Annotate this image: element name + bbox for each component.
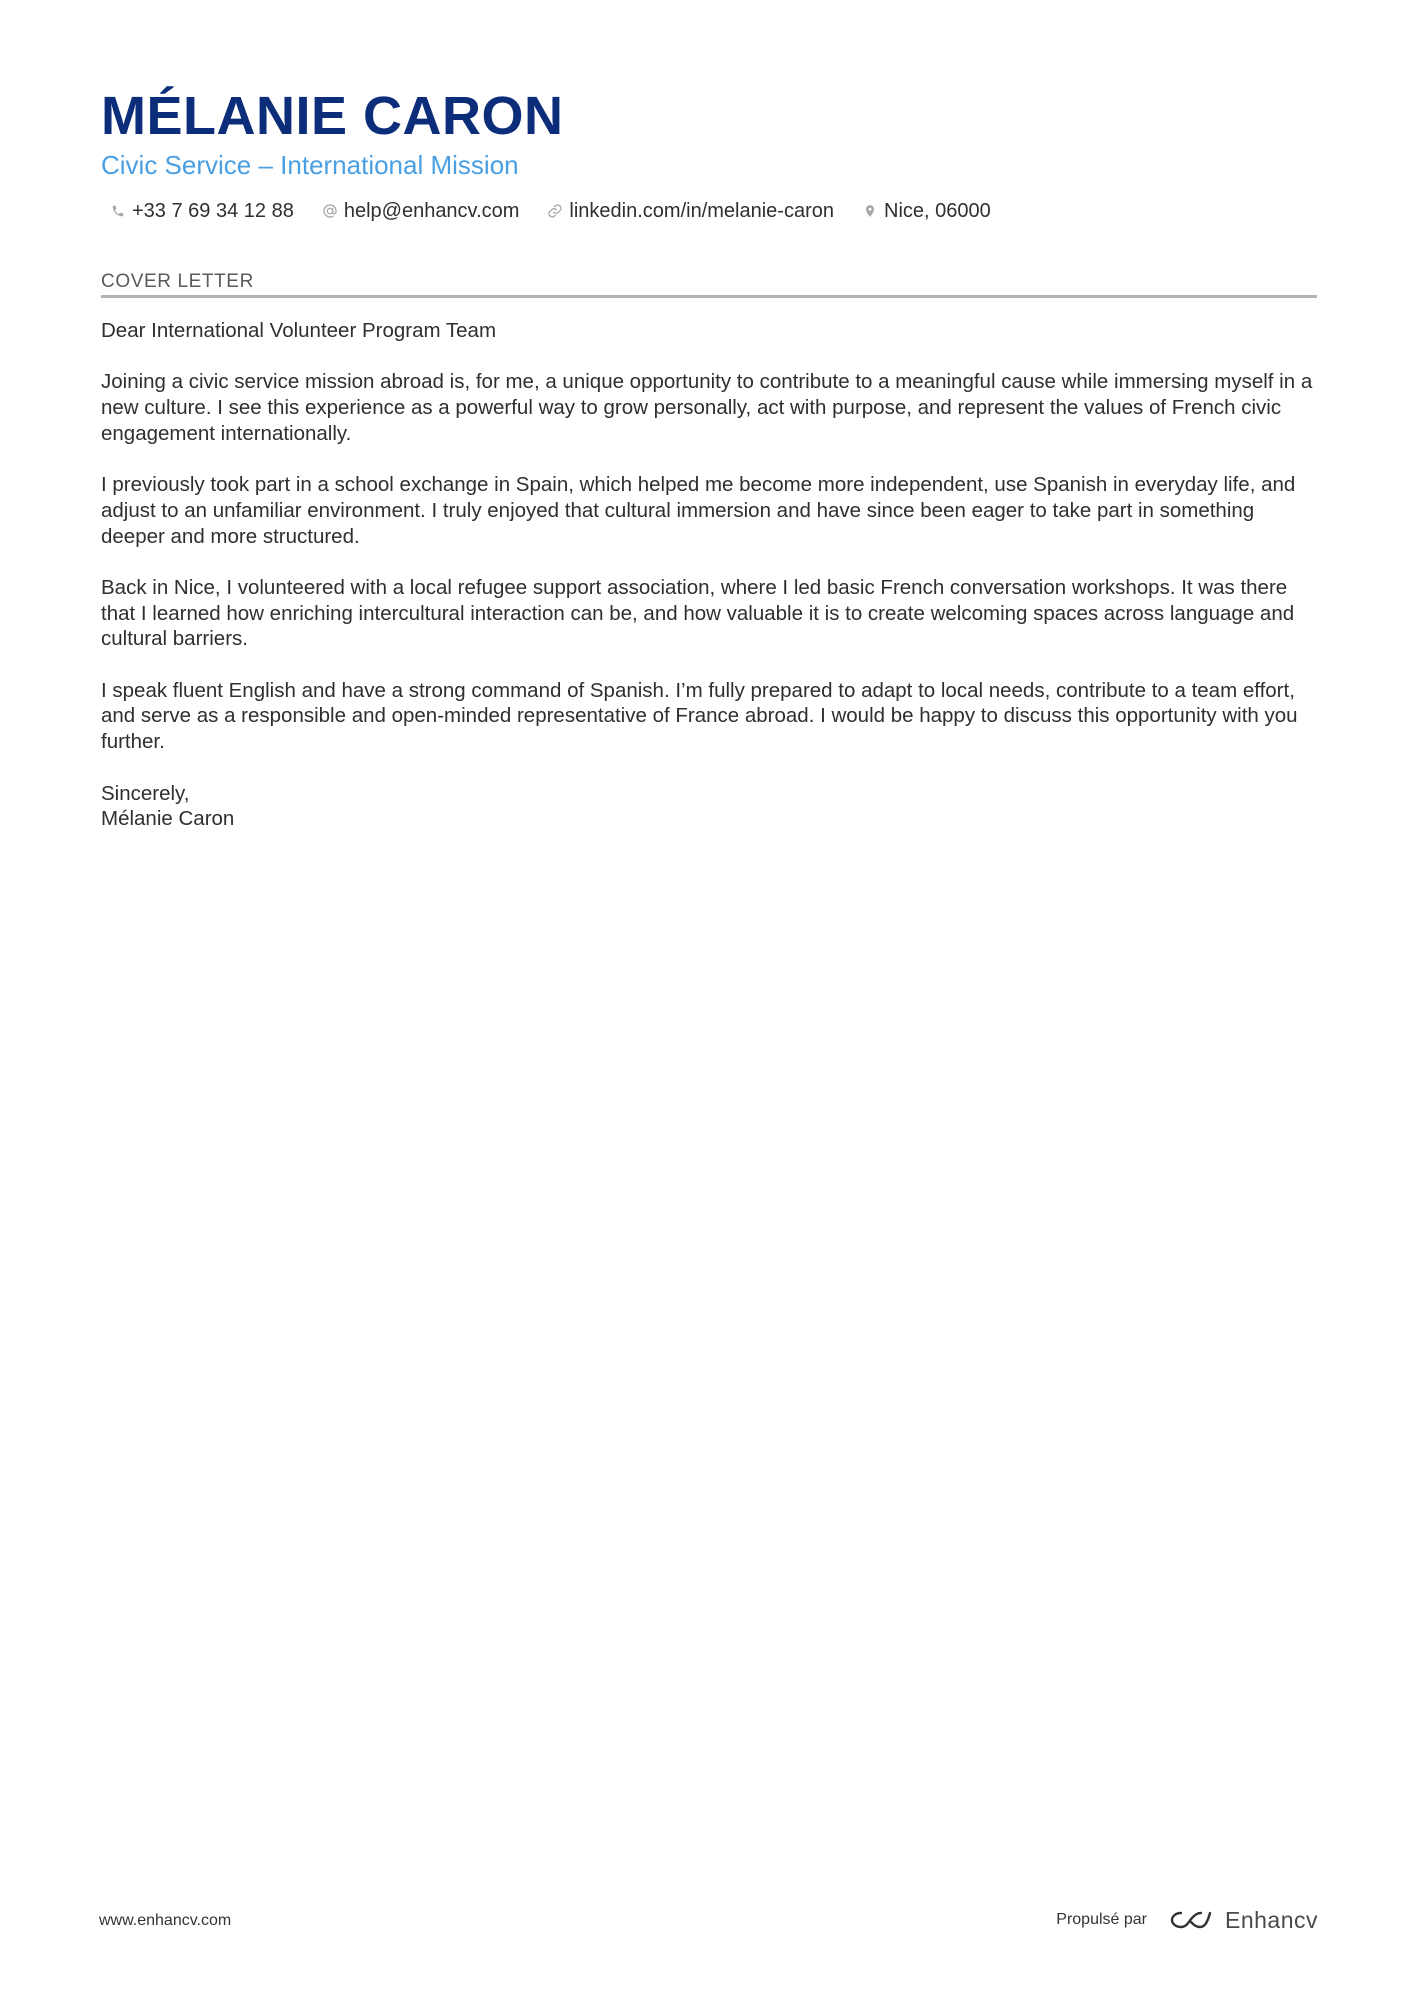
contact-location: [861, 196, 991, 226]
phone-text: +33 7 69 34 12 88: [132, 200, 294, 222]
location-pin-icon: [861, 202, 879, 220]
email-text: help@enhancv.com: [343, 200, 520, 222]
candidate-role: Civic Service – International Mission: [101, 150, 519, 180]
link-icon: [546, 202, 564, 220]
linkedin-text: linkedin.com/in/melanie-caron: [569, 200, 834, 222]
contact-linkedin[interactable]: [546, 196, 834, 226]
phone-icon: [109, 202, 127, 220]
letter-paragraph: Back in Nice, I volunteered with a local refugee support association, where I led basic French conversation workshops. It was there that I learned how enriching intercultural interaction can be, and how valuable it is to create welcoming spaces across language and cultural barriers.: [101, 575, 1295, 651]
candidate-name: MÉLANIE CARON: [101, 86, 564, 146]
letter-body: [101, 318, 1317, 832]
resume-page: [101, 0, 1317, 1995]
enhancv-logo-icon: [1169, 1908, 1215, 1932]
letter-paragraph: I speak fluent English and have a strong command of Spanish. I’m fully prepared to adapt to local needs, contribute to a team effort, and serve as a responsible and open-minded representative of France abroad. I would be happy to discuss this opportunity with you further.: [101, 678, 1298, 754]
letter-closing-block: [101, 781, 1317, 832]
contact-bar: [109, 196, 1018, 226]
brand-name: Enhancv: [1224, 1906, 1318, 1933]
letter-paragraph: I previously took part in a school exchange in Spain, which helped me become more independent, use Spanish in everyday life, and adjust to an unfamiliar environment. I truly enjoyed that cultural immersion and have since been eager to take part in something deeper and more structured.: [101, 473, 1296, 548]
contact-phone[interactable]: [109, 196, 294, 226]
letter-closing: Sincerely,: [101, 781, 190, 805]
at-icon: [321, 202, 339, 220]
letter-paragraph: Joining a civic service mission abroad is, for me, a unique opportunity to contribute to a meaningful cause while immersing myself in a new culture. I see this experience as a powerful way to grow personally, act with purpose, and represent the values of French civic engagement internationally.: [101, 370, 1313, 445]
location-text: Nice, 06000: [884, 200, 991, 222]
contact-email[interactable]: [321, 196, 520, 226]
footer-branding: [1056, 1904, 1318, 1936]
section-divider: [101, 295, 1317, 298]
letter-greeting: Dear International Volunteer Program Team: [101, 319, 497, 342]
letter-signature: Mélanie Caron: [101, 807, 235, 831]
section-title: COVER LETTER: [101, 271, 254, 292]
powered-by-text: Propulsé par: [1056, 1911, 1147, 1928]
footer-website[interactable]: www.enhancv.com: [99, 1912, 232, 1929]
